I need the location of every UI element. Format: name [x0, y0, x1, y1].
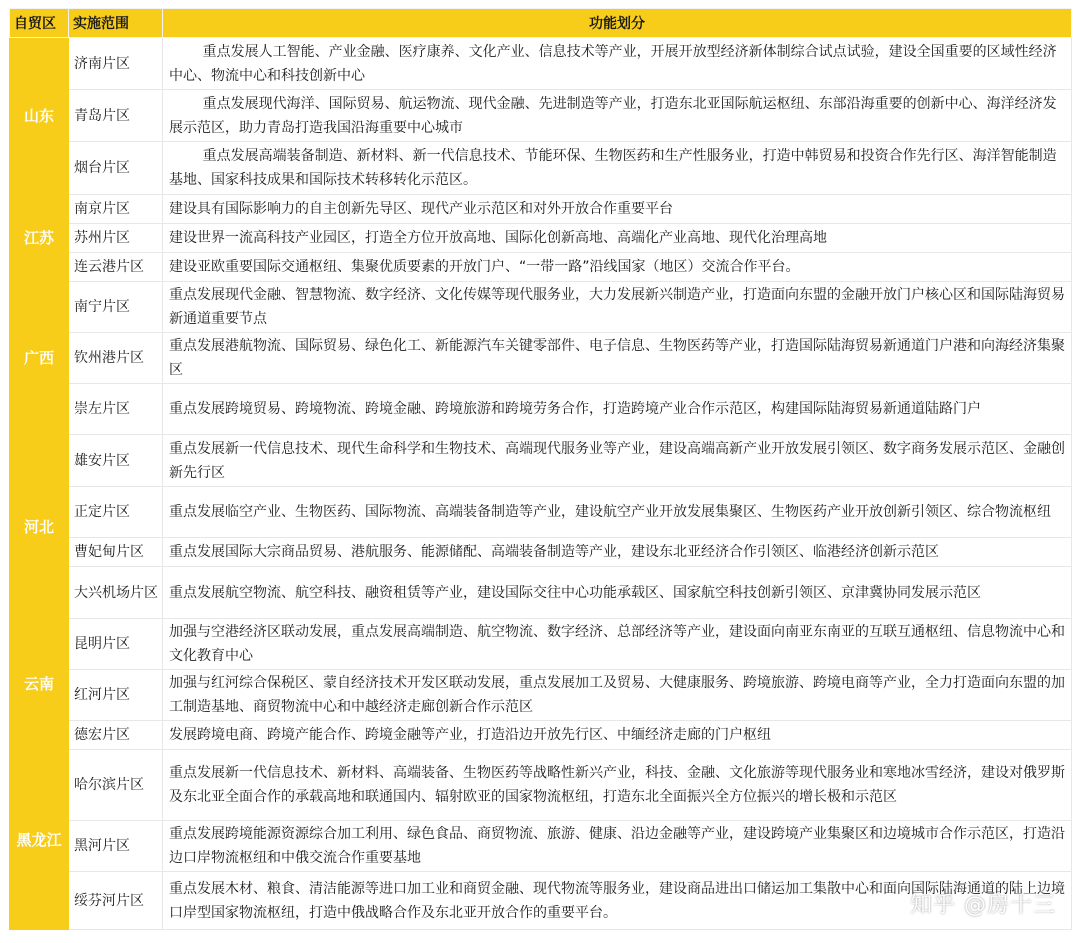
function-cell: 重点发展人工智能、产业金融、医疗康养、文化产业、信息技术等产业，开展开放型经济新体制综合试点试验，建设全国重要的区域性经济中心、物流中心和科技创新中心	[163, 38, 1072, 90]
zone-cell: 苏州片区	[69, 224, 163, 253]
function-cell: 重点发展跨境能源资源综合加工利用、绿色食品、商贸物流、旅游、健康、沿边金融等产业，建设跨境产业集聚区和边境城市合作示范区，打造沿边口岸物流枢纽和中俄交流合作重要基地	[163, 821, 1072, 872]
function-cell: 发展跨境电商、跨境产能合作、跨境金融等产业，打造沿边开放先行区、中缅经济走廊的门户枢纽	[163, 721, 1072, 750]
zone-cell: 黑河片区	[69, 821, 163, 872]
function-cell: 建设亚欧重要国际交通枢纽、集聚优质要素的开放门户、“一带一路”沿线国家（地区）交流合作平台。	[163, 253, 1072, 282]
function-cell: 重点发展国际大宗商品贸易、港航服务、能源储配、高端装备制造等产业，建设东北亚经济合作引领区、临港经济创新示范区	[163, 538, 1072, 567]
table-row	[10, 224, 1072, 253]
table-row	[10, 253, 1072, 282]
function-cell: 重点发展新一代信息技术、新材料、高端装备、生物医药等战略性新兴产业，科技、金融、文化旅游等现代服务业和寒地冰雪经济，建设对俄罗斯及东北亚全面合作的承载高地和联通国内、辐射欧亚的国家物流枢纽，打造东北全面振兴全方位振兴的增长极和示范区	[163, 750, 1072, 821]
table-body	[10, 38, 1072, 930]
table-row	[10, 750, 1072, 821]
function-cell: 重点发展临空产业、生物医药、国际物流、高端装备制造等产业，建设航空产业开放发展集聚区、生物医药产业开放创新引领区、综合物流枢纽	[163, 487, 1072, 538]
watermark: 知乎 @房十三	[910, 893, 1056, 918]
function-cell: 重点发展航空物流、航空科技、融资租赁等产业，建设国际交往中心功能承载区、国家航空科技创新引领区、京津冀协同发展示范区	[163, 567, 1072, 619]
table-header-row	[10, 9, 1072, 38]
province-cell: 山东	[10, 38, 69, 195]
function-cell: 重点发展木材、粮食、清洁能源等进口加工业和商贸金融、现代物流等服务业，建设商品进出口储运加工集散中心和面向国际陆海通道的陆上边境口岸型国家物流枢纽，打造中俄战略合作及东北亚开放合作的重要平台。	[163, 872, 1072, 930]
zone-cell: 昆明片区	[69, 619, 163, 670]
function-cell: 重点发展高端装备制造、新材料、新一代信息技术、节能环保、生物医药和生产性服务业，打造中韩贸易和投资合作先行区、海洋智能制造基地、国家科技成果和国际技术转移转化示范区。	[163, 142, 1072, 195]
zone-cell: 红河片区	[69, 670, 163, 721]
table-row	[10, 195, 1072, 224]
function-cell: 加强与空港经济区联动发展，重点发展高端制造、航空物流、数字经济、总部经济等产业，建设面向南亚东南亚的互联互通枢纽、信息物流中心和文化教育中心	[163, 619, 1072, 670]
header-province: 自贸区	[10, 9, 69, 38]
zone-cell: 正定片区	[69, 487, 163, 538]
table-row	[10, 282, 1072, 333]
zone-cell: 连云港片区	[69, 253, 163, 282]
province-cell: 河北	[10, 435, 69, 619]
function-cell: 重点发展新一代信息技术、现代生命科学和生物技术、高端现代服务业等产业，建设高端高新产业开放发展引领区、数字商务发展示范区、金融创新先行区	[163, 435, 1072, 487]
zone-cell: 青岛片区	[69, 90, 163, 142]
table-row	[10, 721, 1072, 750]
function-cell: 重点发展港航物流、国际贸易、绿色化工、新能源汽车关键零部件、电子信息、生物医药等产业，打造国际陆海贸易新通道门户港和向海经济集聚区	[163, 333, 1072, 384]
function-cell: 重点发展跨境贸易、跨境物流、跨境金融、跨境旅游和跨境劳务合作，打造跨境产业合作示范区，构建国际陆海贸易新通道陆路门户	[163, 384, 1072, 435]
zone-cell: 雄安片区	[69, 435, 163, 487]
header-zone: 实施范围	[69, 9, 163, 38]
province-cell: 黑龙江	[10, 750, 69, 930]
table-row	[10, 90, 1072, 142]
table-row	[10, 538, 1072, 567]
function-cell: 重点发展现代金融、智慧物流、数字经济、文化传媒等现代服务业，大力发展新兴制造产业，打造面向东盟的金融开放门户核心区和国际陆海贸易新通道重要节点	[163, 282, 1072, 333]
zone-cell: 济南片区	[69, 38, 163, 90]
province-cell: 广西	[10, 282, 69, 435]
zone-cell: 烟台片区	[69, 142, 163, 195]
province-cell: 江苏	[10, 195, 69, 282]
zone-cell: 德宏片区	[69, 721, 163, 750]
table-row	[10, 487, 1072, 538]
table-row	[10, 38, 1072, 90]
zone-cell: 绥芬河片区	[69, 872, 163, 930]
table-row	[10, 821, 1072, 872]
function-cell: 加强与红河综合保税区、蒙自经济技术开发区联动发展，重点发展加工及贸易、大健康服务、跨境旅游、跨境电商等产业，全力打造面向东盟的加工制造基地、商贸物流中心和中越经济走廊创新合作示范区	[163, 670, 1072, 721]
table-row	[10, 384, 1072, 435]
table-row	[10, 670, 1072, 721]
free-trade-zone-table	[9, 8, 1072, 930]
zone-cell: 大兴机场片区	[69, 567, 163, 619]
table-row	[10, 435, 1072, 487]
zone-cell: 哈尔滨片区	[69, 750, 163, 821]
zone-cell: 南京片区	[69, 195, 163, 224]
table-row	[10, 567, 1072, 619]
zone-cell: 曹妃甸片区	[69, 538, 163, 567]
table-row	[10, 142, 1072, 195]
province-cell: 云南	[10, 619, 69, 750]
function-cell: 建设世界一流高科技产业园区，打造全方位开放高地、国际化创新高地、高端化产业高地、现代化治理高地	[163, 224, 1072, 253]
zone-cell: 钦州港片区	[69, 333, 163, 384]
function-cell: 建设具有国际影响力的自主创新先导区、现代产业示范区和对外开放合作重要平台	[163, 195, 1072, 224]
function-cell: 重点发展现代海洋、国际贸易、航运物流、现代金融、先进制造等产业，打造东北亚国际航运枢纽、东部沿海重要的创新中心、海洋经济发展示范区，助力青岛打造我国沿海重要中心城市	[163, 90, 1072, 142]
table-row	[10, 333, 1072, 384]
table-row	[10, 619, 1072, 670]
zone-cell: 崇左片区	[69, 384, 163, 435]
zone-cell: 南宁片区	[69, 282, 163, 333]
header-function: 功能划分	[163, 9, 1072, 38]
